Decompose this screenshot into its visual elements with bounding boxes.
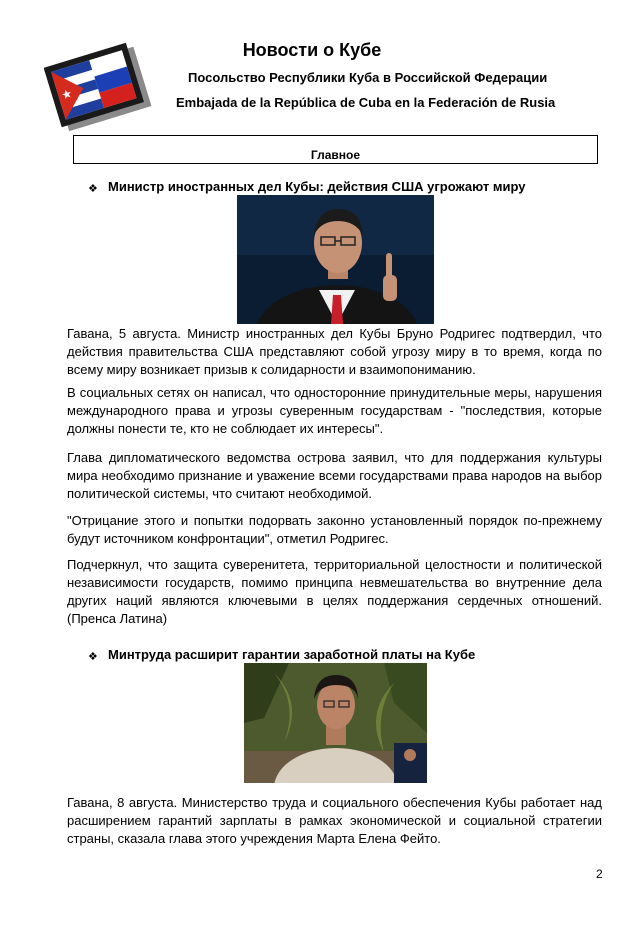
foreign-minister-photo bbox=[237, 195, 434, 324]
diamond-bullet-icon: ❖ bbox=[88, 183, 98, 195]
article-paragraph: В социальных сетях он написал, что односторонние принудительные меры, нарушения международного права и угрозы суверенным государствам - "последствия, которые должны понести те, кто не соблюдает их интересы". bbox=[67, 385, 602, 436]
embassy-name-ru: Посольство Республики Куба в Российской Федерации bbox=[188, 70, 548, 85]
article-paragraph: Подчеркнул, что защита суверенитета, территориальной целостности и политической независимости государств, помимо принципа невмешательства во внутренние дела других наций являются ключевыми в целях поддержания сердечных отношений. (Пренса Латина) bbox=[67, 557, 602, 626]
labor-minister-photo bbox=[244, 663, 427, 783]
article-paragraph: Гавана, 8 августа. Министерство труда и социального обеспечения Кубы работает над расширением гарантий зарплаты в рамках экономической и социальной стратегии страны, сказала глава этого учреждения Марта Елена Фейто. bbox=[67, 795, 602, 846]
section-header bbox=[73, 135, 598, 164]
article-paragraph: "Отрицание этого и попытки подорвать законно установленный порядок по-прежнему будут источником конфронтации", отметил Родригес. bbox=[67, 513, 602, 546]
section-label: Главное bbox=[310, 148, 361, 162]
svg-text:★: ★ bbox=[59, 86, 74, 103]
diamond-bullet-icon: ❖ bbox=[88, 651, 98, 663]
page-title: Новости о Кубе bbox=[242, 40, 382, 60]
article-headline: Министр иностранных дел Кубы: действия США угрожают миру bbox=[108, 179, 526, 194]
embassy-name-es: Embajada de la República de Cuba en la Federación de Rusia bbox=[176, 95, 556, 110]
article-headline: Минтруда расширит гарантии заработной платы на Кубе bbox=[108, 647, 476, 662]
article-paragraph: Глава дипломатического ведомства острова заявил, что для поддержания культуры мира необходимо признание и уважение всеми государствами права народов на выбор политической системы, что считают необходимой. bbox=[67, 450, 602, 501]
article-paragraph: Гавана, 5 августа. Министр иностранных дел Кубы Бруно Родригес подтвердил, что действия правительства США представляют собой угрозу миру в то время, когда по всему миру возникает призыв к солидарности и взаимопониманию. bbox=[67, 326, 602, 377]
page-number: 2 bbox=[596, 867, 603, 881]
